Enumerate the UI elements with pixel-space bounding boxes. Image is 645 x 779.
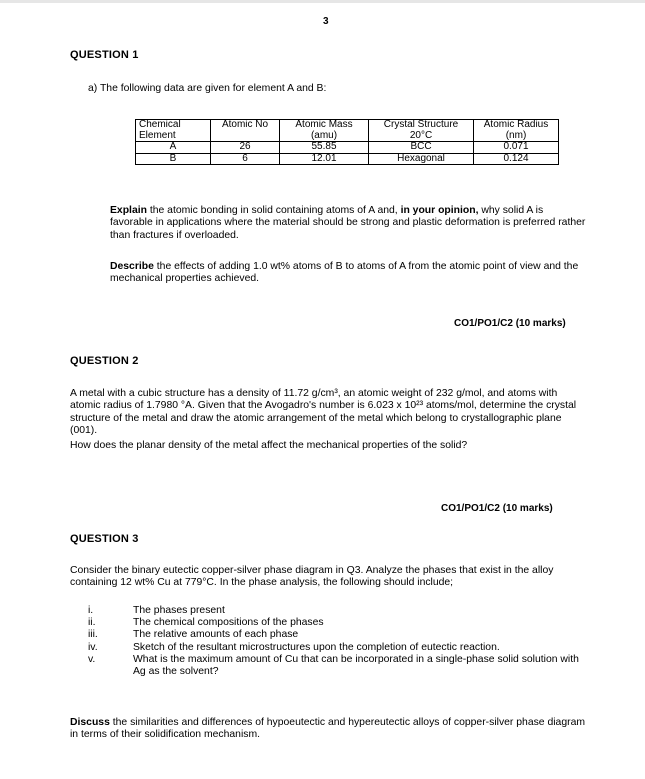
question-3-discuss: Discuss the similarities and differences of hypoeutectic and hypereutectic alloys of copper-silver phase diagram in terms of their solidification mechanism. xyxy=(70,717,586,741)
page-top-border xyxy=(0,0,645,3)
table-header-cell: Atomic Radius (nm) xyxy=(474,120,559,142)
question-1-heading: QUESTION 1 xyxy=(70,49,139,61)
table-header-row xyxy=(136,120,559,142)
element-data-table xyxy=(135,119,559,165)
question-2-text: A metal with a cubic structure has a density of 11.72 g/cm³, an atomic weight of 232 g/mol, and atoms with atomic radius of 1.7980 °A. Given that the Avogadro's number is 6.023 x 10²³ atoms/mol, determine the crystal structure of the metal and draw the atomic arrangement of the metal which belong to crystallographic plane (001). xyxy=(70,388,577,437)
table-cell: 12.01 xyxy=(280,153,369,165)
list-item: iii. The relative amounts of each phase xyxy=(88,629,299,641)
table-cell: 26 xyxy=(211,142,280,154)
question-3-list xyxy=(88,605,613,678)
question-1-part-a: a) The following data are given for element A and B: xyxy=(88,83,327,94)
table-header-cell: Atomic No xyxy=(211,120,280,142)
question-3-heading: QUESTION 3 xyxy=(70,533,139,545)
table-cell: 0.124 xyxy=(474,153,559,165)
table-row xyxy=(136,142,559,154)
table-cell: Hexagonal xyxy=(369,153,474,165)
table-cell: 0.071 xyxy=(474,142,559,154)
question-1-marks: CO1/PO1/C2 (10 marks) xyxy=(454,318,566,329)
question-1-describe: Describe the effects of adding 1.0 wt% atoms of B to atoms of A from the atomic point of view and the mechanical properties achieved. xyxy=(110,261,579,285)
question-3-intro: Consider the binary eutectic copper-silver phase diagram in Q3. Analyze the phases that exist in the alloy containing 12 wt% Cu at 779°C. In the phase analysis, the following should include; xyxy=(70,565,554,589)
question-1-explain: Explain the atomic bonding in solid containing atoms of A and, in your opinion, why solid A is favorable in applications where the material should be strong and plastic deformation is preferred rather than fractures if overloaded. xyxy=(110,205,586,241)
table-cell: BCC xyxy=(369,142,474,154)
table-header-cell: Chemical Element xyxy=(136,120,211,142)
table-cell: B xyxy=(136,153,211,165)
table-header-cell: Atomic Mass (amu) xyxy=(280,120,369,142)
table-cell: 6 xyxy=(211,153,280,165)
table-cell: A xyxy=(136,142,211,154)
list-item: v. What is the maximum amount of Cu that can be incorporated in a single-phase solid solution with Ag as the solvent? xyxy=(88,653,579,678)
page-number: 3 xyxy=(323,16,329,27)
question-2-marks: CO1/PO1/C2 (10 marks) xyxy=(441,503,553,514)
list-item: iv. Sketch of the resultant microstructures upon the completion of eutectic reaction. xyxy=(88,641,500,653)
question-2-text-2: How does the planar density of the metal affect the mechanical properties of the solid? xyxy=(70,440,468,451)
list-item: ii. The chemical compositions of the phases xyxy=(88,617,324,629)
question-2-heading: QUESTION 2 xyxy=(70,355,139,367)
list-item: i. The phases present xyxy=(88,605,225,616)
table-cell: 55.85 xyxy=(280,142,369,154)
table-header-cell: Crystal Structure 20°C xyxy=(369,120,474,142)
table-row xyxy=(136,153,559,165)
